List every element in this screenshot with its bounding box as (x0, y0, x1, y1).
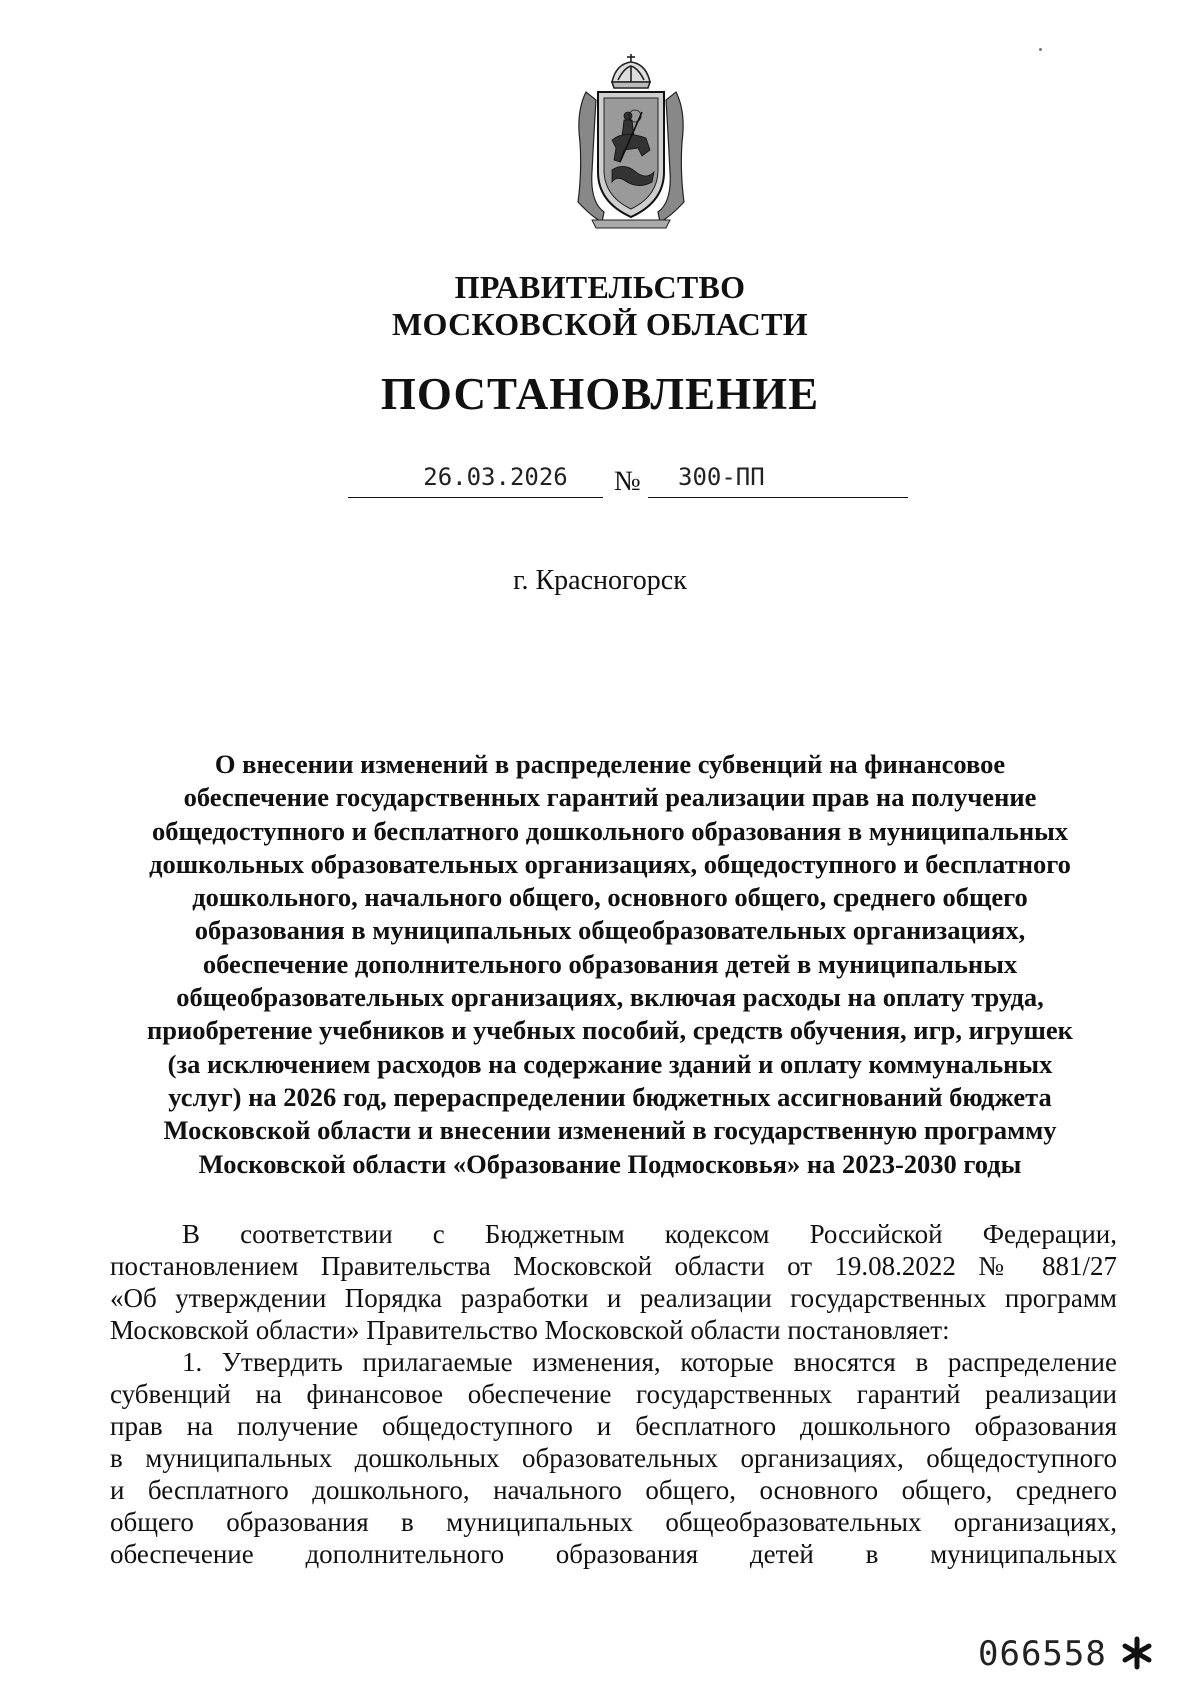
body-line: субвенций на финансовое обеспечение государственных гарантий реализации (110, 1379, 1117, 1409)
subject-line: услуг) на 2026 год, перераспределении бюджетных ассигнований бюджета (168, 1081, 1052, 1112)
subject-line: дошкольных образовательных организациях, общедоступного и бесплатного (149, 848, 1071, 879)
subject-line: (за исключением расходов на содержание зданий и оплату коммунальных (167, 1048, 1053, 1079)
subject-line: обеспечение государственных гарантий реализации прав на получение (183, 782, 1037, 813)
subject-line: Московской области «Образование Подмосковья» на 2023-2030 годы (198, 1148, 1022, 1179)
city-name: г. Красногорск (513, 565, 687, 596)
body-line: «Об утверждении Порядка разработки и реализации государственных программ (110, 1283, 1117, 1313)
body-line: постановлением Правительства Московской области от 19.08.2022 № 881/27 (110, 1251, 1117, 1281)
body-line: общего образования в муниципальных общеобразовательных организациях, (110, 1507, 1117, 1537)
subject-line: О внесении изменений в распределение субвенций на финансовое (214, 749, 1006, 779)
body-line: обеспечение дополнительного образования детей в муниципальных (110, 1539, 1117, 1569)
scan-speck (1039, 48, 1042, 51)
coat-of-arms-icon (572, 52, 690, 230)
subject-line: общеобразовательных организациях, включая расходы на оплату труда, (176, 982, 1044, 1013)
body-line: и бесплатного дошкольного, начального общего, основного общего, среднего (110, 1475, 1117, 1505)
decree-subject (100, 748, 1120, 1181)
subject-line: Московской области и внесении изменений в государственную программу (163, 1115, 1057, 1146)
decree-date: 26.03.2026 (348, 462, 603, 498)
decree-number: 300-ПП (648, 462, 908, 498)
subject-line: обеспечение дополнительного образования детей в муниципальных (202, 948, 1018, 979)
asterisk-icon (1120, 1636, 1154, 1670)
subject-line: общедоступного и бесплатного дошкольного образования в муниципальных (151, 815, 1069, 846)
body-line: В соответствии с Бюджетным кодексом Российской Федерации, (182, 1219, 1117, 1249)
subject-line: дошкольного, начального общего, основного общего, среднего общего (192, 882, 1028, 913)
subject-line: приобретение учебников и учебных пособий, средств обучения, игр, игрушек (147, 1015, 1073, 1046)
decree-body (110, 1218, 1117, 1570)
body-line: 1. Утвердить прилагаемые изменения, которые вносятся в распределение (182, 1347, 1117, 1377)
body-line: в муниципальных дошкольных образовательных организациях, общедоступного (110, 1443, 1117, 1473)
registration-row (348, 462, 908, 502)
subject-line: образования в муниципальных общеобразовательных организациях, (194, 915, 1026, 946)
body-line: Московской области» Правительство Московской области постановляет: (110, 1315, 950, 1345)
form-serial-number: 066558 (978, 1634, 1107, 1674)
government-name-line-2: МОСКОВСКОЙ ОБЛАСТИ (392, 306, 808, 342)
government-name-line-1: ПРАВИТЕЛЬСТВО (454, 269, 746, 305)
body-line: прав на получение общедоступного и бесплатного дошкольного образования (110, 1411, 1117, 1441)
document-type-title: ПОСТАНОВЛЕНИЕ (380, 369, 820, 419)
number-sign: № (614, 466, 641, 497)
